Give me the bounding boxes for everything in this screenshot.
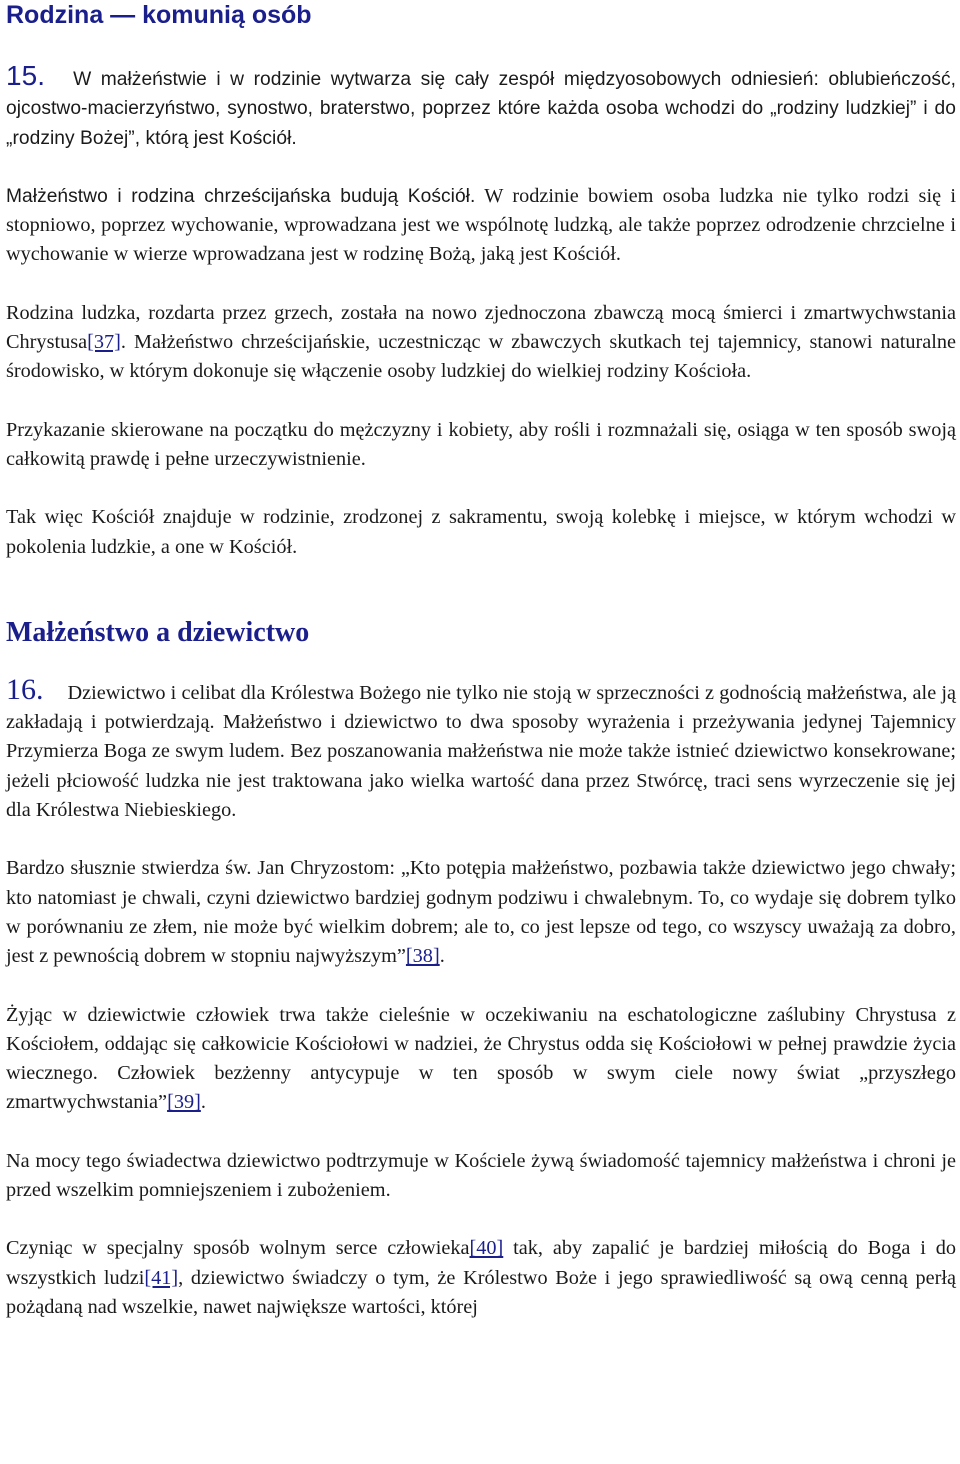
footnote-link-41[interactable]: [41] [144,1266,179,1289]
footnote-link-38[interactable]: [38] [405,945,440,968]
paragraph [6,182,956,270]
paragraph: Tak więc Kościół znajduje w rodzinie, zrodzonej z sakramentu, swoją kolebkę i miejsce, w którym wchodzi w pokolenia ludzkie, a one w Kościół. [6,506,956,558]
paragraph-text: Dziewictwo i celibat dla Królestwa Bożego nie tylko nie stoją w sprzeczności z godnością małżeństwa, ale ją zakładają i potwierdzają. Małżeństwo i dziewictwo to dwa sposoby wyrażenia i przeżywania jedynej Tajemnicy Przymierza Boga ze swym ludem. Bez poszanowania małżeństwa nie może także istnieć dziewictwo konsekrowane; jeżeli płciowość ludzka nie jest traktowana jako wielka wartość dana przez Stwórcę, traci sens wyrzeczenie się jej dla Królestwa Niebieskiego. [6,681,956,822]
paragraph-text: tak, aby zapalić je bardziej miłością do Boga i do wszystkich ludzi [6,1237,957,1289]
section-heading-rodzina: Rodzina — komunią osób [6,1,312,29]
paragraph-text: . [200,1091,206,1114]
paragraph-text: Czyniąc w specjalny sposób wolnym serce człowieka [6,1237,470,1260]
section-heading-malzenstwo: Małżeństwo a dziewictwo [6,616,310,648]
paragraph-number: 16. [6,672,44,706]
document-page [6,0,956,1322]
paragraph-text: Rodzina ludzka, rozdarta przez grzech, została na nowo zjednoczona zbawczą mocą śmierci i zmartwychwstania Chrystusa [6,301,956,354]
paragraph-text: W małżeństwie i w rodzinie wytwarza się cały zespół międzyosobowych odniesień: oblubieńczość, ojcostwo-macierzyństwo, synostwo, braterstwo, poprzez które każda osoba wchodzi do „rodziny ludzkiej” i do „rodziny Bożej”, którą jest Kościół. [6,69,956,149]
paragraph [6,854,956,971]
paragraph: Przykazanie skierowane na początku do mężczyzny i kobiety, aby rośli i rozmnażali się, osiąga w ten sposób swoją całkowitą prawdę i pełne urzeczywistnienie. [6,418,956,470]
paragraph-text: , dziewictwo świadczy o tym, że Królestwo Boże i jego sprawiedliwość są ową cenną perłą pożądaną nad wszelkie, nawet największe wartości, której [6,1266,956,1318]
paragraph-text: Bardzo słusznie stwierdza św. Jan Chryzostom: „Kto potępia małżeństwo, pozbawia także dziewictwo jego chwały; kto natomiast je chwali, czyni dziewictwo bardziej godnym podziwu i chwalebnym. To, co wydaje się dobrem tylko w porównaniu ze złem, nie może być wielkim dobrem; ale to, co jest lepsze od tego, co wszyscy uważają za dobro, jest z pewnością dobrem w stopniu najwyższym” [6,857,956,968]
footnote-link-40[interactable]: [40] [469,1237,504,1260]
paragraph-text: Żyjąc w dziewictwie człowiek trwa także cieleśnie w oczekiwaniu na eschatologiczne zaślubiny Chrystusa z Kościołem, oddając się całkowicie Kościołowi w nadziei, że Chrystus odda się Kościołowi w pełnej prawdzie życia wiecznego. Człowiek bezżenny antycypuje w ten sposób w swym ciele nowy świat „przyszłego zmartwychwstania” [6,1003,956,1114]
paragraph [6,1001,956,1118]
paragraph-text-sans: Małżeństwo i rodzina chrześcijańska budują Kościół. [6,185,476,207]
paragraph-16-intro [6,672,956,825]
paragraph-number: 15. [6,60,46,91]
paragraph: Na mocy tego świadectwa dziewictwo podtrzymuje w Kościele żywą świadomość tajemnicy małżeństwa i chroni je przed wszelkim pomniejszeniem i zubożeniem. [6,1149,956,1202]
paragraph-text: . Małżeństwo chrześcijańskie, uczestnicząc w zbawczych skutkach tej tajemnicy, stanowi naturalne środowisko, w którym dokonuje się włączenie osoby ludzkiej do wielkiej rodziny Kościoła. [6,331,956,383]
footnote-link-37[interactable]: [37] [87,331,121,354]
paragraph-text: W rodzinie bowiem osoba ludzka nie tylko rodzi się i stopniowo, poprzez wychowanie, wprowadzana jest we wspólnotę ludzką, ale także poprzez odrodzenie chrzcielne i wychowanie w wierze wprowadzana jest w rodzinę Bożą, jaką jest Kościół. [6,184,956,266]
paragraph [6,1234,956,1322]
paragraph [6,299,956,387]
footnote-link-39[interactable]: [39] [167,1091,201,1114]
paragraph-text: . [439,945,445,968]
paragraph-15-intro [6,61,956,153]
